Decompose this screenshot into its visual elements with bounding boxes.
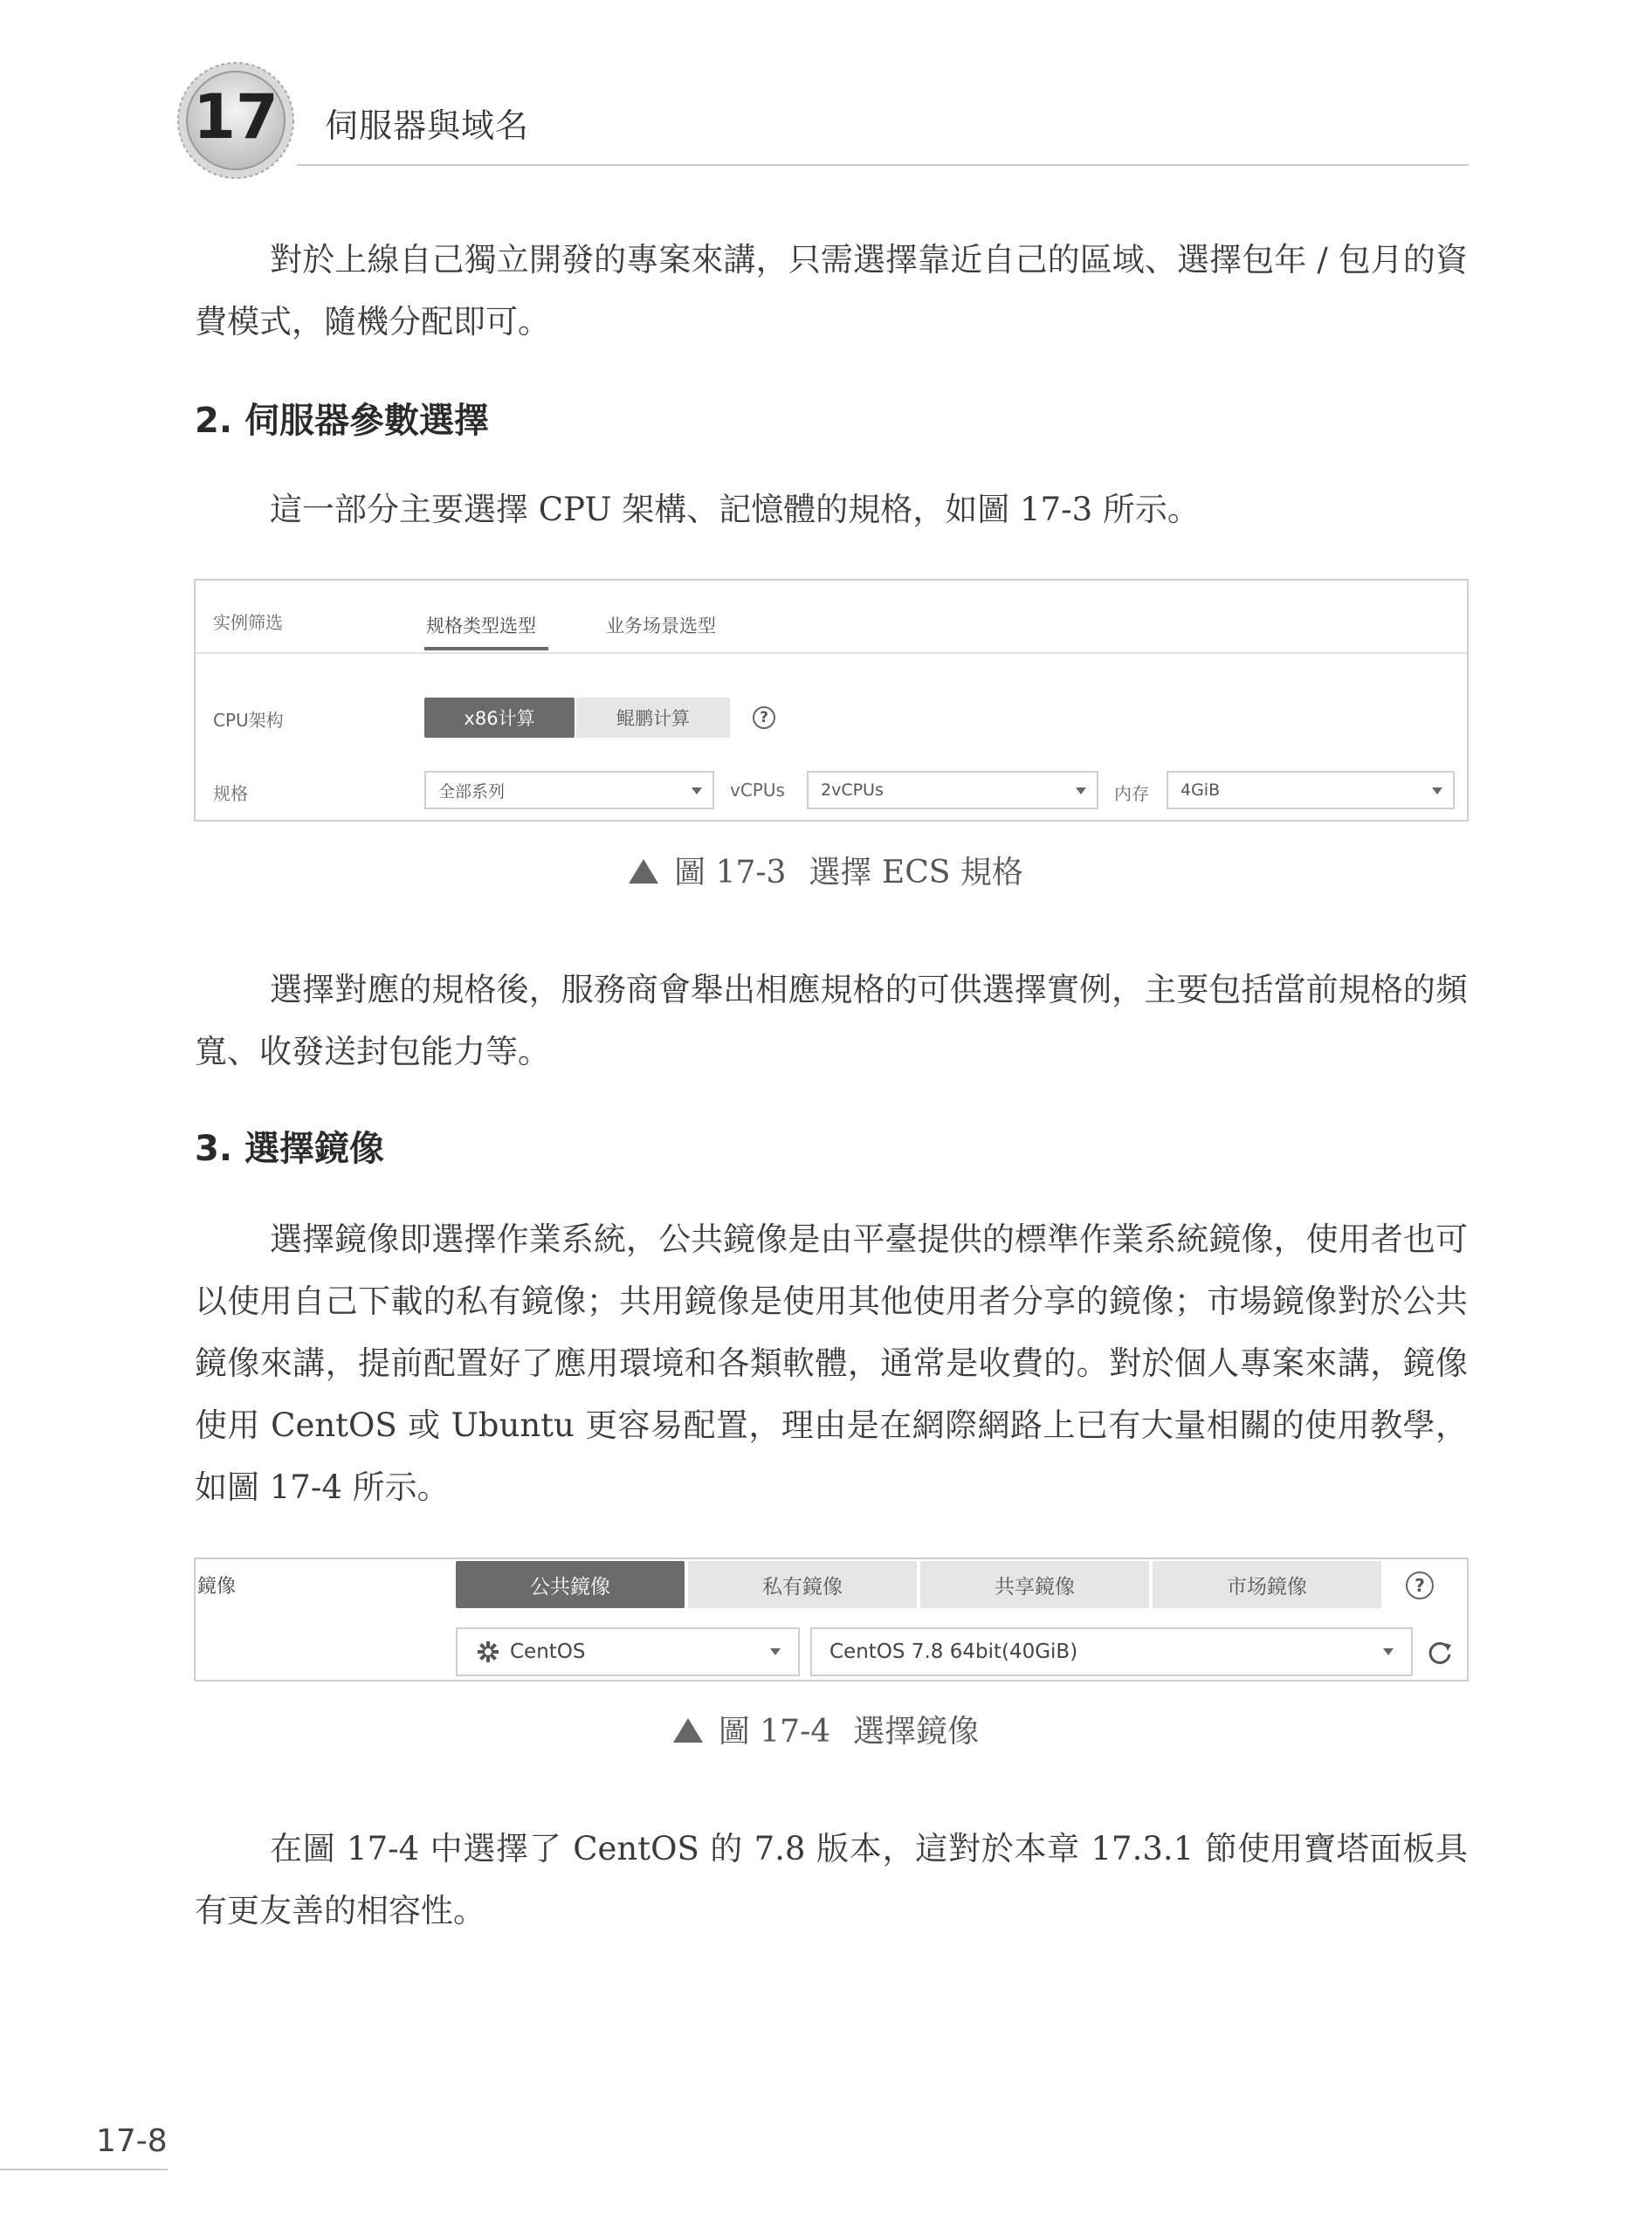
memory-select-value: 4GiB xyxy=(1180,781,1221,800)
vcpus-label: vCPUs xyxy=(730,780,785,801)
image-label: 鏡像 xyxy=(197,1576,237,1598)
paragraph-3-text: 選擇對應的規格後，服務商會舉出相應規格的可供選擇實例，主要包括當前規格的頻寬、收發送封包能力等。 xyxy=(195,971,1468,1070)
chapter-badge xyxy=(175,59,297,182)
caption-label: 圖 17-3 xyxy=(674,855,787,891)
cpu-x86-button[interactable]: x86计算 xyxy=(424,698,575,738)
section-heading-2: 2. 伺服器參數選擇 xyxy=(195,401,489,441)
tab-private-image[interactable]: 私有鏡像 xyxy=(688,1561,917,1608)
spec-select-value: 全部系列 xyxy=(438,781,506,801)
paragraph-2-text: 這一部分主要選擇 CPU 架構、記憶體的規格，如圖 17-3 所示。 xyxy=(270,491,1200,528)
chevron-down-icon xyxy=(1076,787,1086,794)
os-select[interactable] xyxy=(456,1627,800,1676)
figure-17-4-image-select xyxy=(194,1558,1469,1681)
help-icon[interactable]: ? xyxy=(753,706,775,729)
vcpus-select-value: 2vCPUs xyxy=(821,781,884,800)
spec-label: 规格 xyxy=(213,783,248,804)
tab-public-image[interactable]: 公共鏡像 xyxy=(456,1561,685,1608)
caption-text: 選擇鏡像 xyxy=(853,1714,980,1750)
figure-17-3-ecs-spec xyxy=(194,579,1469,822)
paragraph-5-text: 在圖 17-4 中選擇了 CentOS 的 7.8 版本，這對於本章 17.3.1 節使用寶塔面板具有更友善的相容性。 xyxy=(195,1830,1468,1929)
triangle-icon xyxy=(673,1718,703,1743)
tab-business-scenario[interactable]: 业务场景选型 xyxy=(606,615,716,636)
caption-label: 圖 17-4 xyxy=(718,1714,831,1750)
paragraph-4-text: 選擇鏡像即選擇作業系統，公共鏡像是由平臺提供的標準作業系統鏡像，使用者也可以使用自己下載的私有鏡像；共用鏡像是使用其他使用者分享的鏡像；市場鏡像對於公共鏡像來講，提前配置好了應用環境和各類軟體，通常是收費的。對於個人專案來講，鏡像使用 CentOS 或 Ubuntu 更容易配置，理由是在網際網路上已有大量相關的使用教學，如圖 17-4 所示。 xyxy=(195,1221,1468,1506)
cpu-kunpeng-button[interactable]: 鲲鹏计算 xyxy=(576,698,730,738)
section-heading-3: 3. 選擇鏡像 xyxy=(195,1129,384,1169)
footer-rule xyxy=(0,2169,168,2170)
memory-label: 内存 xyxy=(1114,783,1149,804)
tab-divider xyxy=(196,652,1467,654)
version-select[interactable] xyxy=(810,1627,1413,1676)
chevron-down-icon xyxy=(1383,1648,1394,1655)
figure-17-3-caption xyxy=(0,854,1652,892)
tab-market-image[interactable]: 市场鏡像 xyxy=(1153,1561,1381,1608)
triangle-icon xyxy=(629,859,658,884)
caption-text: 選擇 ECS 規格 xyxy=(809,855,1023,891)
chevron-down-icon xyxy=(770,1648,781,1655)
spec-select[interactable] xyxy=(424,771,714,809)
header-rule xyxy=(297,164,1469,166)
paragraph-3 xyxy=(195,959,1468,1083)
help-icon[interactable]: ? xyxy=(1406,1571,1434,1599)
paragraph-5 xyxy=(195,1818,1468,1942)
tab-shared-image[interactable]: 共享鏡像 xyxy=(920,1561,1149,1608)
chevron-down-icon xyxy=(692,787,702,794)
paragraph-1-text: 對於上線自己獨立開發的專案來講，只需選擇靠近自己的區域、選擇包年 / 包月的資費模式，隨機分配即可。 xyxy=(195,241,1468,340)
centos-logo-icon xyxy=(477,1640,499,1663)
chapter-number: 17 xyxy=(193,81,279,153)
memory-select[interactable] xyxy=(1167,771,1455,809)
paragraph-2 xyxy=(195,478,1468,540)
filter-label: 实例筛选 xyxy=(213,612,283,633)
tab-spec-type[interactable]: 规格类型选型 xyxy=(426,615,536,636)
paragraph-4 xyxy=(195,1208,1468,1518)
paragraph-1 xyxy=(195,229,1468,353)
active-tab-indicator xyxy=(424,647,548,650)
figure-17-4-caption xyxy=(0,1713,1652,1751)
chapter-title: 伺服器與域名 xyxy=(325,107,530,145)
version-select-value: CentOS 7.8 64bit(40GiB) xyxy=(829,1640,1078,1663)
chevron-down-icon xyxy=(1432,787,1442,794)
cpu-arch-label: CPU架构 xyxy=(213,710,284,731)
refresh-icon[interactable] xyxy=(1427,1640,1453,1666)
page-number: 17-8 xyxy=(96,2123,168,2159)
os-select-value: CentOS xyxy=(510,1640,586,1663)
vcpus-select[interactable] xyxy=(807,771,1098,809)
